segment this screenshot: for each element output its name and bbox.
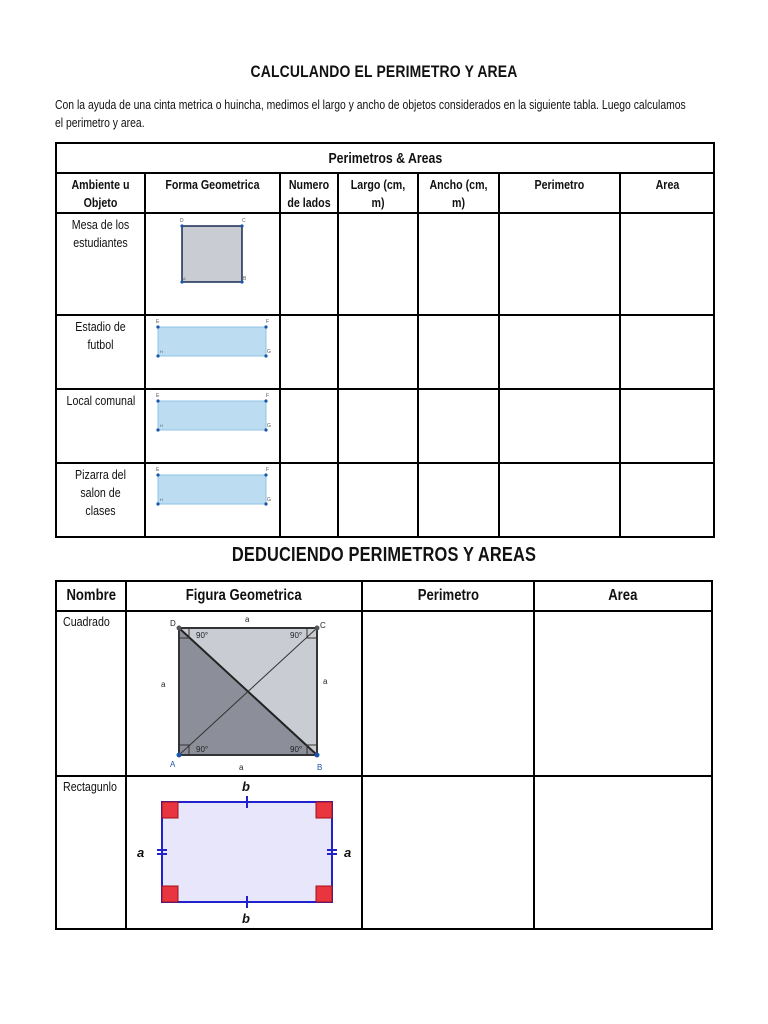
table-row: [56, 315, 714, 389]
shape-cell: [145, 315, 280, 389]
rectangle-shape-figure: [146, 390, 277, 458]
header-object: Ambiente u Objeto: [56, 173, 145, 213]
area-cell[interactable]: [620, 315, 714, 389]
svg-text:A: A: [183, 276, 186, 281]
svg-text:F: F: [266, 319, 270, 325]
area-cell[interactable]: [620, 389, 714, 463]
square-diagram: [127, 612, 359, 772]
perimeter-cell[interactable]: [362, 611, 534, 776]
svg-text:a: a: [137, 845, 145, 860]
svg-text:B: B: [317, 763, 323, 772]
shape-cell: [145, 213, 280, 315]
area-cell[interactable]: [620, 463, 714, 537]
area-cell[interactable]: [534, 611, 712, 776]
svg-text:b: b: [242, 911, 250, 925]
table-caption: Perimetros & Areas: [56, 143, 714, 173]
svg-text:D: D: [180, 218, 184, 224]
svg-text:90°: 90°: [290, 631, 303, 640]
sides-cell[interactable]: [280, 389, 338, 463]
svg-text:H: H: [160, 423, 163, 428]
width-cell[interactable]: [418, 213, 499, 315]
length-cell[interactable]: [338, 463, 418, 537]
perimeter-cell[interactable]: [362, 776, 534, 929]
svg-text:G: G: [267, 497, 271, 503]
perimeter-cell[interactable]: [499, 389, 620, 463]
svg-text:G: G: [267, 423, 271, 429]
header-shape: Forma Geometrica: [145, 173, 280, 213]
perimeter-cell[interactable]: [499, 315, 620, 389]
name-cell: Rectagunlo: [56, 776, 126, 929]
section2-title: DEDUCIENDO PERIMETROS Y AREAS: [231, 544, 537, 566]
length-cell[interactable]: [338, 315, 418, 389]
area-cell[interactable]: [534, 776, 712, 929]
svg-text:90°: 90°: [290, 745, 303, 754]
width-cell[interactable]: [418, 389, 499, 463]
intro-text: Con la ayuda de una cinta metrica o huincha, medimos el largo y ancho de objetos considerados en la siguiente tabla. Luego calculamos el perimetro y area.: [55, 97, 686, 130]
sides-cell[interactable]: [280, 463, 338, 537]
svg-text:D: D: [170, 619, 176, 628]
svg-text:A: A: [170, 760, 176, 769]
svg-text:E: E: [156, 319, 160, 325]
width-cell[interactable]: [418, 463, 499, 537]
header-width: Ancho (cm, m): [418, 173, 499, 213]
svg-text:a: a: [323, 677, 328, 686]
object-cell: Mesa de los estudiantes: [56, 213, 145, 315]
object-cell: Local comunal: [56, 389, 145, 463]
header-area: Area: [620, 173, 714, 213]
svg-text:E: E: [156, 467, 160, 473]
length-cell[interactable]: [338, 213, 418, 315]
sides-cell[interactable]: [280, 315, 338, 389]
svg-text:E: E: [156, 393, 160, 399]
header-perimeter: Perimetro: [499, 173, 620, 213]
rectangle-shape-figure: [146, 316, 277, 384]
width-cell[interactable]: [418, 315, 499, 389]
figure-cell: [126, 611, 362, 776]
perimeter-area-table: [55, 142, 715, 538]
perimeter-cell[interactable]: [499, 463, 620, 537]
shape-cell: [145, 389, 280, 463]
header-length: Largo (cm, m): [338, 173, 418, 213]
figure-cell: [126, 776, 362, 929]
square-shape-figure: [146, 214, 277, 310]
table-row: [56, 463, 714, 537]
svg-text:a: a: [245, 615, 250, 624]
header-perimeter: Perimetro: [362, 581, 534, 611]
svg-text:90°: 90°: [196, 745, 209, 754]
table-row: [56, 611, 712, 776]
header-name: Nombre: [56, 581, 126, 611]
rectangle-shape-figure: [146, 464, 277, 532]
table-row: [56, 389, 714, 463]
name-cell: Cuadrado: [56, 611, 126, 776]
table-row: [56, 213, 714, 315]
table-row: [56, 776, 712, 929]
object-cell: Pizarra del salon de clases: [56, 463, 145, 537]
svg-text:a: a: [344, 845, 352, 860]
sides-cell[interactable]: [280, 213, 338, 315]
svg-text:a: a: [161, 680, 166, 689]
svg-text:a: a: [239, 763, 244, 772]
svg-text:H: H: [160, 349, 163, 354]
object-cell: Estadio de futbol: [56, 315, 145, 389]
deduction-table: [55, 580, 713, 930]
header-area: Area: [534, 581, 712, 611]
section1-title: CALCULANDO EL PERIMETRO Y AREA: [250, 62, 518, 81]
svg-text:b: b: [242, 779, 250, 794]
svg-text:90°: 90°: [196, 631, 209, 640]
svg-text:H: H: [160, 497, 163, 502]
header-figure: Figura Geometrica: [126, 581, 362, 611]
svg-text:G: G: [267, 349, 271, 355]
area-cell[interactable]: [620, 213, 714, 315]
rectangle-diagram: [127, 777, 359, 925]
svg-text:F: F: [266, 393, 270, 399]
length-cell[interactable]: [338, 389, 418, 463]
svg-text:B: B: [243, 276, 247, 282]
perimeter-cell[interactable]: [499, 213, 620, 315]
shape-cell: [145, 463, 280, 537]
svg-text:F: F: [266, 467, 270, 473]
header-sides: Numero de lados: [280, 173, 338, 213]
svg-text:C: C: [242, 218, 246, 224]
svg-text:C: C: [320, 621, 326, 630]
